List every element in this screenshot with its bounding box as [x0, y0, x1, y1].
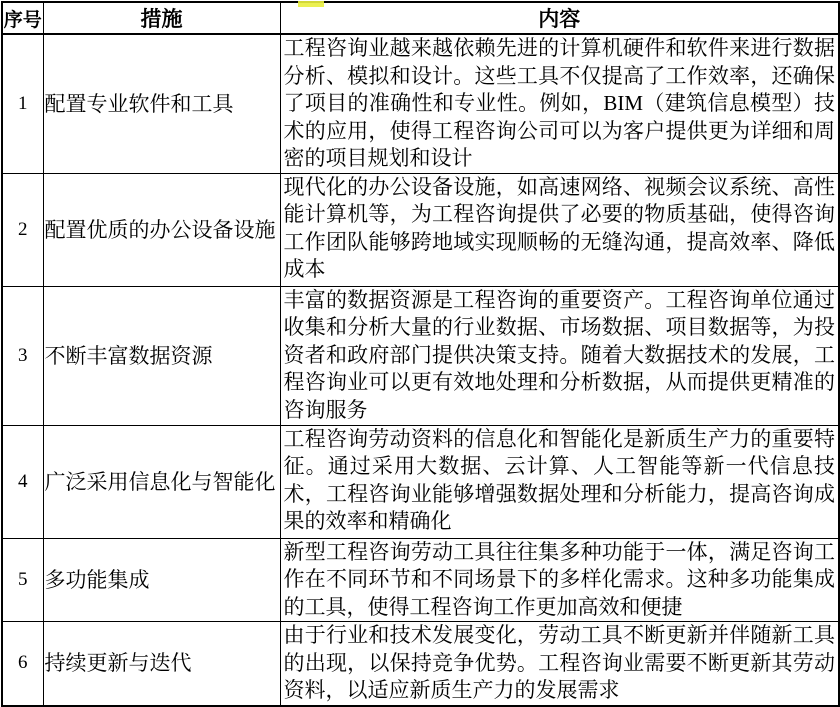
table-row [2, 622, 839, 706]
row-number: 2 [2, 173, 43, 286]
yellow-highlight-mark [298, 1, 324, 7]
row-number: 1 [2, 34, 43, 173]
column-header-content: 内容 [280, 2, 839, 34]
table-header-row [2, 2, 839, 34]
content-cell: 工程咨询业越来越依赖先进的计算机硬件和软件来进行数据分析、模拟和设计。这些工具不仅提高了工作效率，还确保了项目的准确性和专业性。例如，BIM（建筑信息模型）技术的应用，使得工程咨询公司可以为客户提供更为详细和周密的项目规划和设计 [280, 34, 839, 173]
measure-cell: 广泛采用信息化与智能化 [43, 425, 280, 538]
table-row [2, 34, 839, 173]
row-number: 6 [2, 622, 43, 706]
row-number: 3 [2, 286, 43, 425]
column-header-measure: 措施 [43, 2, 280, 34]
content-cell: 现代化的办公设备设施，如高速网络、视频会议系统、高性能计算机等，为工程咨询提供了必要的物质基础，使得咨询工作团队能够跨地域实现顺畅的无缝沟通，提高效率、降低成本 [280, 173, 839, 286]
measures-table [1, 1, 840, 707]
content-cell: 由于行业和技术发展变化，劳动工具不断更新并伴随新工具的出现，以保持竞争优势。工程咨询业需要不断更新其劳动资料，以适应新质生产力的发展需求 [280, 622, 839, 706]
measure-cell: 多功能集成 [43, 538, 280, 622]
column-header-no: 序号 [2, 2, 43, 34]
table-row [2, 173, 839, 286]
table-row [2, 425, 839, 538]
content-cell: 新型工程咨询劳动工具往往集多种功能于一体，满足咨询工作在不同环节和不同场景下的多样化需求。这种多功能集成的工具，使得工程咨询工作更加高效和便捷 [280, 538, 839, 622]
measure-cell: 配置优质的办公设备设施 [43, 173, 280, 286]
table-row [2, 538, 839, 622]
measure-cell: 配置专业软件和工具 [43, 34, 280, 173]
content-cell: 丰富的数据资源是工程咨询的重要资产。工程咨询单位通过收集和分析大量的行业数据、市场数据、项目数据等，为投资者和政府部门提供决策支持。随着大数据技术的发展，工程咨询业可以更有效地处理和分析数据，从而提供更精准的咨询服务 [280, 286, 839, 425]
row-number: 4 [2, 425, 43, 538]
content-cell: 工程咨询劳动资料的信息化和智能化是新质生产力的重要特征。通过采用大数据、云计算、人工智能等新一代信息技术，工程咨询业能够增强数据处理和分析能力，提高咨询成果的效率和精确化 [280, 425, 839, 538]
measure-cell: 持续更新与迭代 [43, 622, 280, 706]
table-row [2, 286, 839, 425]
row-number: 5 [2, 538, 43, 622]
measure-cell: 不断丰富数据资源 [43, 286, 280, 425]
